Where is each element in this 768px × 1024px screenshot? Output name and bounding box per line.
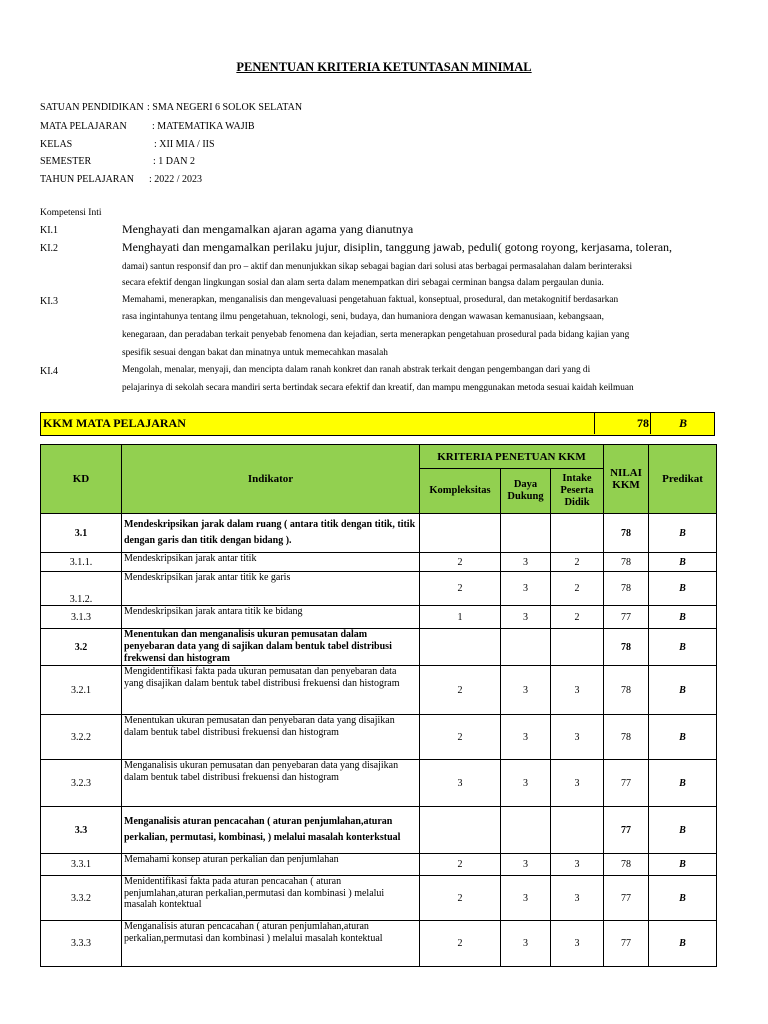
kd-cell: 3.2 [41,629,122,666]
intake-cell: 3 [551,876,604,921]
nilai-kkm-cell: 77 [604,606,649,629]
nilai-kkm-cell: 77 [604,876,649,921]
intake-cell: 3 [551,854,604,876]
ki-text: rasa ingintahunya tentang ilmu pengetahuan, teknologi, seni, budaya, dan humaniora dengan wawasan kemanusiaan, kebangsaan, [122,312,604,322]
intake-cell [551,629,604,666]
kompleksitas-cell: 2 [420,666,501,715]
indikator-cell: Menganalisis aturan pencacahan ( aturan penjumlahan,aturan perkalian,permutasi dan kombinasi ) melalui masalah kontektual [122,921,420,967]
kompleksitas-cell: 2 [420,553,501,572]
kkm-mata-pelajaran-bar [40,412,715,436]
predikat-cell: B [649,606,717,629]
daya-dukung-cell: 3 [501,606,551,629]
kkm-label: KKM MATA PELAJARAN [43,416,186,430]
daya-dukung-cell [501,629,551,666]
indikator-cell: Mendeskripsikan jarak antara titik ke bidang [122,606,420,629]
kompleksitas-cell: 2 [420,572,501,606]
ki-text: Memahami, menerapkan, menganalisis dan mengevaluasi pengetahuan faktual, konseptual, prosedural, dan metakognitif berdasarkan [122,295,619,305]
header-intake: Intake Peserta Didik [551,469,604,514]
header-predikat: Predikat [649,445,717,514]
table-row [41,854,717,876]
nilai-kkm-cell: 78 [604,572,649,606]
predikat-cell: B [649,666,717,715]
table-row [41,572,717,606]
kompleksitas-cell [420,807,501,854]
kompleksitas-cell: 1 [420,606,501,629]
nilai-kkm-cell: 78 [604,553,649,572]
nilai-kkm-cell: 78 [604,666,649,715]
predikat-cell: B [649,553,717,572]
ki-text: Mengolah, menalar, menyaji, dan mencipta dalam ranah konkret dan ranah abstrak terkait dengan pengembangan dari yang di [122,365,591,375]
predikat-cell: B [649,760,717,807]
table-row [41,553,717,572]
nilai-kkm-cell: 78 [604,629,649,666]
predikat-cell: B [649,715,717,760]
table-row [41,606,717,629]
indikator-cell: Menentukan dan menganalisis ukuran pemusatan dalam penyebaran data yang di sajikan dalam bentuk tabel distribusi frekwensi dan histogram [122,629,420,666]
header-kd: KD [41,445,122,514]
table-row [41,807,717,854]
table-row [41,666,717,715]
kompleksitas-cell [420,514,501,553]
page-title: PENENTUAN KRITERIA KETUNTASAN MINIMAL [236,60,532,74]
daya-dukung-cell [501,514,551,553]
kkm-value: 78 [594,413,691,434]
daya-dukung-cell: 3 [501,553,551,572]
intake-cell: 3 [551,715,604,760]
ki-text: Menghayati dan mengamalkan perilaku jujur, disiplin, tanggung jawab, peduli( gotong royong, kerjasama, toleran, [122,240,673,254]
indikator-cell: Memahami konsep aturan perkalian dan penjumlahan [122,854,420,876]
nilai-kkm-cell: 78 [604,715,649,760]
ki-code: KI.3 [40,296,59,307]
kd-cell: 3.1.1. [41,553,122,572]
ki-text: spesifik sesuai dengan bakat dan minatnya untuk memecahkan masalah [122,348,388,358]
header-kriteria: KRITERIA PENETUAN KKM [420,445,604,469]
intake-cell [551,514,604,553]
intake-cell: 3 [551,760,604,807]
table-row [41,876,717,921]
indikator-cell: Menganalisis aturan pencacahan ( aturan penjumlahan,aturan perkalian, permutasi, kombinasi, ) melalui masalah konterkstual [122,807,420,854]
header-nilai-kkm: NILAI KKM [604,445,649,514]
intake-cell: 2 [551,606,604,629]
intake-cell: 3 [551,921,604,967]
kompleksitas-cell: 2 [420,876,501,921]
indikator-cell: Menidentifikasi fakta pada aturan pencacahan ( aturan penjumlahan,aturan perkalian,permutasi dan kombinasi ) melalui masalah kontektual [122,876,420,921]
kompleksitas-cell: 3 [420,760,501,807]
kd-cell: 3.3.2 [41,876,122,921]
predikat-cell: B [649,514,717,553]
daya-dukung-cell: 3 [501,760,551,807]
daya-dukung-cell: 3 [501,921,551,967]
kd-cell: 3.2.3 [41,760,122,807]
kompleksitas-cell [420,629,501,666]
intake-cell: 3 [551,666,604,715]
daya-dukung-cell: 3 [501,876,551,921]
table-row [41,760,717,807]
kd-cell: 3.1.2. [41,572,122,606]
header-indikator: Indikator [122,445,420,514]
ki-text: secara efektif dengan lingkungan sosial dan alam serta dalam menempatkan diri sebagai cerminan bangsa dalam pergaulan dunia. [122,278,604,288]
kd-cell: 3.1 [41,514,122,553]
predikat-cell: B [649,854,717,876]
kompleksitas-cell: 2 [420,715,501,760]
predikat-cell: B [649,921,717,967]
nilai-kkm-cell: 77 [604,760,649,807]
ki-code: KI.2 [40,243,59,254]
indikator-cell: Mendeskripsikan jarak antar titik [122,553,420,572]
daya-dukung-cell: 3 [501,715,551,760]
indikator-cell: Menentukan ukuran pemusatan dan penyebaran data yang disajikan dalam bentuk tabel distribusi frekuensi dan histogram [122,715,420,760]
daya-dukung-cell: 3 [501,572,551,606]
indikator-cell: Menganalisis ukuran pemusatan dan penyebaran data yang disajikan dalam bentuk tabel distribusi frekuensi dan histogram [122,760,420,807]
kd-cell: 3.3.3 [41,921,122,967]
predikat-cell: B [649,807,717,854]
predikat-cell: B [649,572,717,606]
nilai-kkm-cell: 77 [604,921,649,967]
nilai-kkm-cell: 77 [604,807,649,854]
kd-cell: 3.3 [41,807,122,854]
ki-text: pelajarinya di sekolah secara mandiri serta bertindak secara efektif dan kreatif, dan mampu menggunakan metoda sesuai kaidah keilmuan [122,383,634,393]
indikator-cell: Mendeskripsikan jarak antar titik ke garis [122,572,420,606]
intake-cell: 2 [551,553,604,572]
kd-cell: 3.3.1 [41,854,122,876]
daya-dukung-cell [501,807,551,854]
ki-code: KI.1 [40,225,59,236]
ki-text: damai) santun responsif dan pro – aktif dan menunjukkan sikap sebagai bagian dari solusi atas berbagai permasalahan dalam berinteraksi [122,262,633,272]
intake-cell: 2 [551,572,604,606]
nilai-kkm-cell: 78 [604,854,649,876]
indikator-cell: Mengidentifikasi fakta pada ukuran pemusatan dan penyebaran data yang disajikan dalam bentuk tabel distribusi frekuensi dan histogram [122,666,420,715]
kkm-table [40,444,717,967]
kd-cell: 3.2.2 [41,715,122,760]
header-daya-dukung: Daya Dukung [501,469,551,514]
kompleksitas-cell: 2 [420,854,501,876]
kompleksitas-cell: 2 [420,921,501,967]
table-row [41,921,717,967]
table-row [41,514,717,553]
table-row [41,629,717,666]
ki-text: Menghayati dan mengamalkan ajaran agama yang dianutnya [122,222,414,236]
predikat-cell: B [649,876,717,921]
nilai-kkm-cell: 78 [604,514,649,553]
header-kompleksitas: Kompleksitas [420,469,501,514]
predikat-cell: B [649,629,717,666]
daya-dukung-cell: 3 [501,666,551,715]
indikator-cell: Mendeskripsikan jarak dalam ruang ( antara titik dengan titik, titik dengan garis dan titik dengan bidang ). [122,514,420,553]
intake-cell [551,807,604,854]
daya-dukung-cell: 3 [501,854,551,876]
ki-code: KI.4 [40,366,59,377]
ki-heading: Kompetensi Inti [40,208,102,218]
kd-cell: 3.1.3 [41,606,122,629]
table-row [41,715,717,760]
kkm-predikat: B [650,413,715,434]
kd-cell: 3.2.1 [41,666,122,715]
ki-text: kenegaraan, dan peradaban terkait penyebab fenomena dan kejadian, serta menerapkan pengetahuan prosedural pada bidang kajian yang [122,330,630,340]
